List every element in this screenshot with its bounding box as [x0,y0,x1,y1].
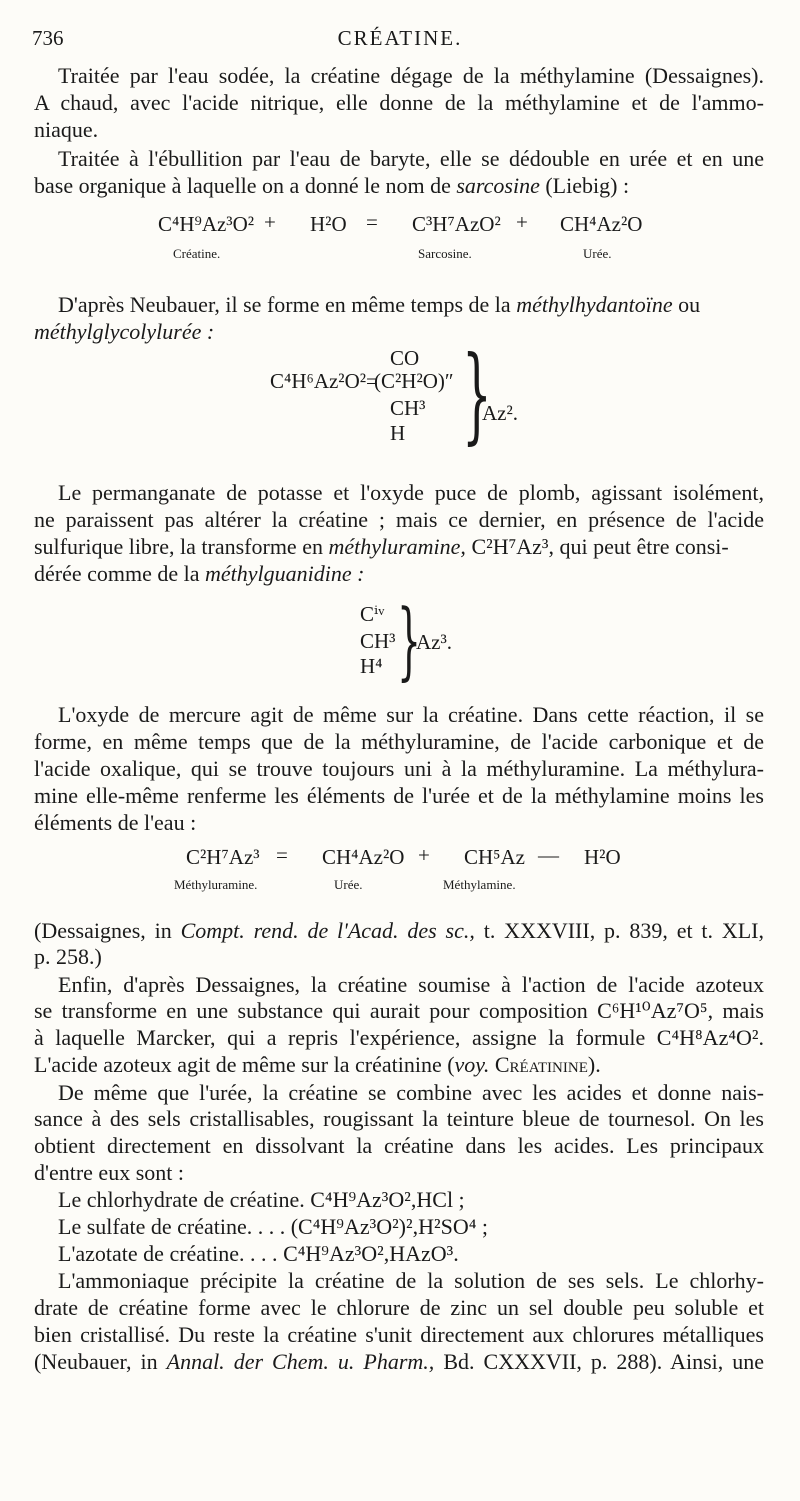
salt-name: Le chlorhydrate de créatine. [58,1187,305,1212]
text-line: éléments de l'eau : [34,810,197,835]
text-line: l'acide oxalique, qui se trouve toujours uni à la méthyluramine. La méthylura- [34,756,764,781]
text-line: sance à des sels cristallisables, rougissant la teinture bleue de tournesol. On les [34,1106,764,1131]
citation-title: Annal. der Chem. u. Pharm., [166,1349,435,1374]
italic-term: méthylhydantoïne [516,292,673,317]
text-run: ou [678,292,701,317]
text-line: à laquelle Marcker, qui a repris l'expérience, assigne la formule C⁴H⁸Az⁴O². [34,1025,764,1050]
cross-reference: Créatinine [494,1052,588,1077]
formula-row: CH³ [390,396,426,420]
text-line: obtient directement en dissolvant la créatine dans les acides. Les principaux [34,1133,764,1158]
formula-label: Urée. [334,877,363,892]
formula-row: H [390,421,406,445]
text-run: C²H⁷Az³, qui peut être consi- [471,534,729,559]
right-brace: } [397,591,422,689]
text-line: bien cristallisé. Du reste la créatine s'unit directement aux chlorures métalliques [34,1322,764,1347]
text-line: L'ammoniaque précipite la créatine de la solution de ses sels. Le chlorhy- [58,1268,764,1293]
list-item [58,1241,764,1267]
text-run: L'acide azoteux agit de même sur la créatinine ( [34,1052,455,1077]
text-run: ). [587,1052,601,1077]
text-line [58,292,764,318]
formula-term: C²H⁷Az³ [186,845,260,869]
italic-term: méthylglycolylurée : [34,319,215,344]
text-run: dérée comme de la [34,561,200,586]
text-line [34,1349,764,1375]
formula-row: H⁴ [360,654,383,678]
salt-formula: C⁴H⁹Az³O²,HCl ; [310,1187,465,1212]
citation-title: Compt. rend. de l'Acad. des sc., [180,918,475,943]
formula-lhs: C⁴H⁶Az²O²= [270,369,378,393]
text-line: se transforme en une substance qui aurait pour composition C⁶H¹⁰Az⁷O⁵, mais [34,998,764,1023]
text-line: A chaud, avec l'acide nitrique, elle donne de la méthylamine et de l'ammo- [34,90,764,115]
formula-label: Méthylamine. [443,877,516,892]
formula-term: C⁴H⁹Az³O² [158,212,255,236]
formula-label: Urée. [583,246,612,261]
text-run: Bd. CXXXVII, p. 288). Ainsi, une [443,1349,765,1374]
page-number: 736 [32,26,64,50]
salt-formula: C⁴H⁹Az³O²,HAzO³. [283,1241,459,1266]
text-line: niaque. [34,117,99,142]
formula-row: Cⁱᵛ [360,602,385,626]
running-title: CRÉATINE. [337,26,463,50]
text-line: L'oxyde de mercure agit de même sur la créatine. Dans cette réaction, il se [58,702,764,727]
italic-term: voy. [454,1052,490,1077]
formula-term: C³H⁷AzO² [412,212,501,236]
text-run: base organique à laquelle on a donné le nom de [34,173,451,198]
operator-plus: + [264,210,276,234]
formula-term: H²O [310,212,347,236]
formula-row: (C²H²O)″ [374,369,454,393]
operator-equals: = [276,843,288,867]
text-run: (Liebig) : [545,173,630,198]
text-run: (Dessaignes, in [34,918,172,943]
italic-term: méthyluramine, [328,534,466,559]
text-run: D'après Neubauer, il se forme en même temps de la [58,292,511,317]
page-header [32,26,768,54]
right-brace: } [462,333,492,455]
formula-term: CH⁴Az²O [560,212,643,236]
text-line: d'entre eux sont : [34,1160,184,1185]
text-line: Traitée par l'eau sodée, la créatine dégage de la méthylamine (Dessaignes). [58,63,764,88]
text-line: mine elle-même renferme les éléments de l'urée et de la méthylamine moins les [34,783,764,808]
text-line: ne paraissent pas altérer la créatine ; mais ce dernier, en présence de l'acide [34,507,764,532]
text-line [34,173,764,199]
formula-label: Sarcosine. [418,246,472,261]
text-run: (Neubauer, in [34,1349,158,1374]
formula-row: CH³ [360,629,396,653]
list-item [58,1187,764,1213]
text-line [34,918,764,944]
formula-term: CH⁴Az²O [322,845,405,869]
formula-term: H²O [584,845,621,869]
text-line [34,534,764,560]
text-line: forme, en même temps que de la méthyluramine, de l'acide carbonique et de [34,729,764,754]
salt-formula: (C⁴H⁹Az³O²)²,H²SO⁴ ; [290,1214,488,1239]
formula-group: Az³. [416,630,453,654]
formula-label: Créatine. [173,246,221,261]
text-line [34,561,764,587]
formula-row: CO [390,346,420,370]
text-line: drate de créatine forme avec le chlorure de zinc un sel double peu soluble et [34,1295,764,1320]
text-run: t. XXXVIII, p. 839, et t. XLI, [483,918,765,943]
operator-plus: + [516,210,528,234]
text-line: Enfin, d'après Dessaignes, la créatine soumise à l'action de l'acide azoteux [58,972,764,997]
italic-term: méthylguanidine : [205,561,365,586]
text-line [34,1052,764,1078]
text-line: De même que l'urée, la créatine se combine avec les acides et donne nais- [58,1080,764,1105]
formula-group: Az². [482,401,519,425]
text-line: Traitée à l'ébullition par l'eau de baryte, elle se dédouble en urée et en une [58,146,764,171]
text-line: Le permanganate de potasse et l'oxyde puce de plomb, agissant isolément, [58,480,764,505]
operator-plus: + [418,843,430,867]
operator-equals: = [366,210,378,234]
formula-label: Méthyluramine. [174,877,258,892]
formula-term: CH⁵Az [464,845,525,869]
text-run: sulfurique libre, la transforme en [34,534,323,559]
operator-minus: — [538,843,559,867]
text-line [34,319,764,345]
list-item [58,1214,764,1240]
italic-term: sarcosine [456,173,540,198]
salt-name: L'azotate de créatine. . . . [58,1241,278,1266]
salt-name: Le sulfate de créatine. . . . [58,1214,286,1239]
text-line: p. 258.) [34,944,102,969]
